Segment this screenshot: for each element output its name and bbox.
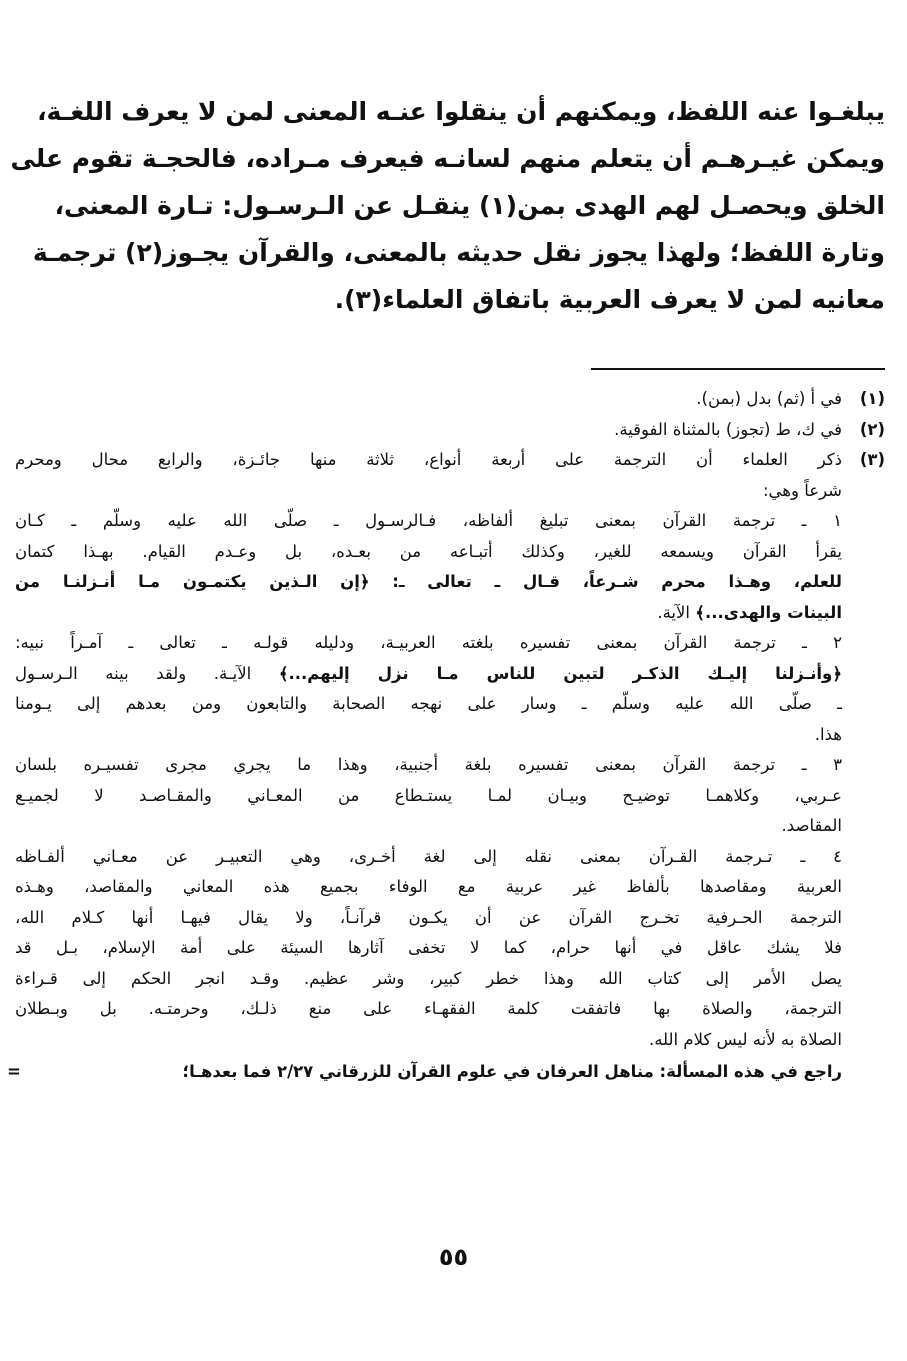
main-text-block bbox=[10, 88, 885, 323]
quran-quote: البينات والهدى...﴾ bbox=[695, 602, 842, 622]
footnote-marker: (٢) bbox=[859, 419, 885, 439]
item-line: ١ ـ ترجمة القرآن بمعنى تبليغ ألفاظه، فـالرسـول ـ صلّى الله عليه وسلّم ـ كـان bbox=[15, 511, 842, 530]
item-text: الآيـة. ولقد بينه الـرسـول bbox=[15, 663, 279, 683]
item-line: ٢ ـ ترجمة القرآن بمعنى تفسيره بلغته العربيـة، ودليله قولـه ـ تعالى ـ آمـراً نبيه: bbox=[15, 633, 842, 652]
main-text-line: يبلغـوا عنه اللفظ، ويمكنهم أن ينقلوا عنـه المعنى لمن لا يعرف اللغـة، bbox=[37, 97, 885, 126]
main-text-line: معانيه لمن لا يعرف العربية باتفاق العلماء(٣). bbox=[334, 285, 885, 314]
main-text-line: الخلق ويحصـل لهم الهدى بمن(١) ينقـل عن الـرسـول: تـارة المعنى، bbox=[54, 191, 885, 220]
item-line bbox=[15, 659, 842, 690]
footnote-intro bbox=[15, 445, 842, 506]
main-text-line: ويمكن غيـرهـم أن يتعلم منهم لسانـه فيعرف مـراده، فالحجـة تقوم على bbox=[10, 144, 885, 173]
footnote-2 bbox=[15, 415, 885, 446]
item-line: ٤ ـ تـرجمة القـرآن بمعنى نقله إلى لغة أخـرى، وهي التعبيـر عن معـاني ألفـاظه bbox=[15, 846, 842, 866]
item-line: الترجمة، والصلاة بها فاتفقت كلمة الفقهـاء على منع ذلـك، وحرمتـه. بل وبـطلان bbox=[15, 999, 842, 1018]
item-line: العربية ومقاصدها بألفاظ غير عربية مع الوفاء بجميع هذه المعاني والمقاصد، وهـذه bbox=[15, 877, 842, 896]
footnote-marker: (٣) bbox=[859, 450, 885, 469]
main-text-line: وتارة اللفظ؛ ولهذا يجوز نقل حديثه بالمعنى، والقرآن يجـوز(٢) ترجمـة bbox=[32, 238, 885, 267]
footnote-3-items bbox=[15, 506, 885, 1055]
footnote-line: ذكر العلماء أن الترجمة على أربعة أنواع، ثلاثة منها جائـزة، والرابع محال ومحرم bbox=[15, 450, 842, 469]
item-line: يصل الأمر إلى كتاب الله وهذا خطر كبير، وشر عظيم. وقـد انجر الحكم إلى قـراءة bbox=[15, 968, 842, 988]
quran-quote: ﴿وأنـزلنا إليـك الذكـر لتبين للناس مـا نزل إليهم...﴾ bbox=[278, 663, 842, 683]
translation-type-1 bbox=[15, 506, 842, 628]
item-text: الآية. bbox=[657, 602, 696, 622]
reference-text: راجع في هذه المسألة: مناهل العرفان في علوم القرآن للزرقاني ٢/٢٧ فما بعدهـا؛ bbox=[182, 1062, 842, 1081]
item-line: الصلاة به لأنه ليس كلام الله. bbox=[648, 1029, 842, 1049]
reference-line bbox=[7, 1057, 885, 1088]
footnote-divider bbox=[591, 368, 885, 370]
item-line: المقاصد. bbox=[781, 816, 842, 835]
item-line: ـ صلّى الله عليه وسلّم ـ وسار على نهجه الصحابة والتابعون ومن بعدهم إلى يـومنا bbox=[15, 694, 842, 713]
continuation-mark: = bbox=[7, 1062, 21, 1081]
footnote-3 bbox=[15, 445, 885, 506]
item-line: الترجمة الحـرفية تخـرج القرآن عن أن يكـون قرآنـاً، ولا يقال فيهـا أنها كـلام الله، bbox=[15, 907, 842, 927]
footnote-line: شرعاً وهي: bbox=[762, 480, 842, 500]
translation-type-4 bbox=[15, 842, 842, 1056]
footnote-text: في ك، ط (تجوز) بالمثناة الفوقية. bbox=[614, 419, 842, 439]
footnote-text: في أ (ثم) بدل (بمن). bbox=[696, 389, 842, 408]
footnotes-section bbox=[7, 384, 885, 1088]
translation-type-3 bbox=[15, 750, 842, 842]
item-line: للعلم، وهـذا محرم شـرعاً، قـال ـ تعالى ـ: ﴿إن الـذين يكتمـون مـا أنـزلنـا من bbox=[15, 572, 842, 591]
item-line: فلا يشك عاقل في أنها حرام، كما لا تخفى آثارها السيئة على أمة الإسلام، بـل قد bbox=[15, 938, 842, 957]
item-line: ٣ ـ ترجمة القرآن بمعنى تفسيره بلغة أجنبية، وهذا ما يجري مجرى تفسيـره بلسان bbox=[15, 755, 842, 774]
footnote-marker: (١) bbox=[859, 389, 885, 408]
page-number: ٥٥ bbox=[438, 1243, 469, 1271]
item-line: عـربي، وكلاهمـا توضيـح وبيـان لمـا يستـطاع من المعـاني والمقـاصـد لا لجميـع bbox=[15, 785, 842, 805]
item-line bbox=[15, 598, 842, 629]
item-line: يقرأ القرآن ويسمعه للغير، وكذلك أتبـاعه من بعـده، بل وعـدم القيام. بهـذا كتمان bbox=[15, 541, 842, 561]
translation-type-2 bbox=[15, 628, 842, 750]
footnote-1 bbox=[15, 384, 885, 415]
item-line: هذا. bbox=[814, 724, 842, 744]
